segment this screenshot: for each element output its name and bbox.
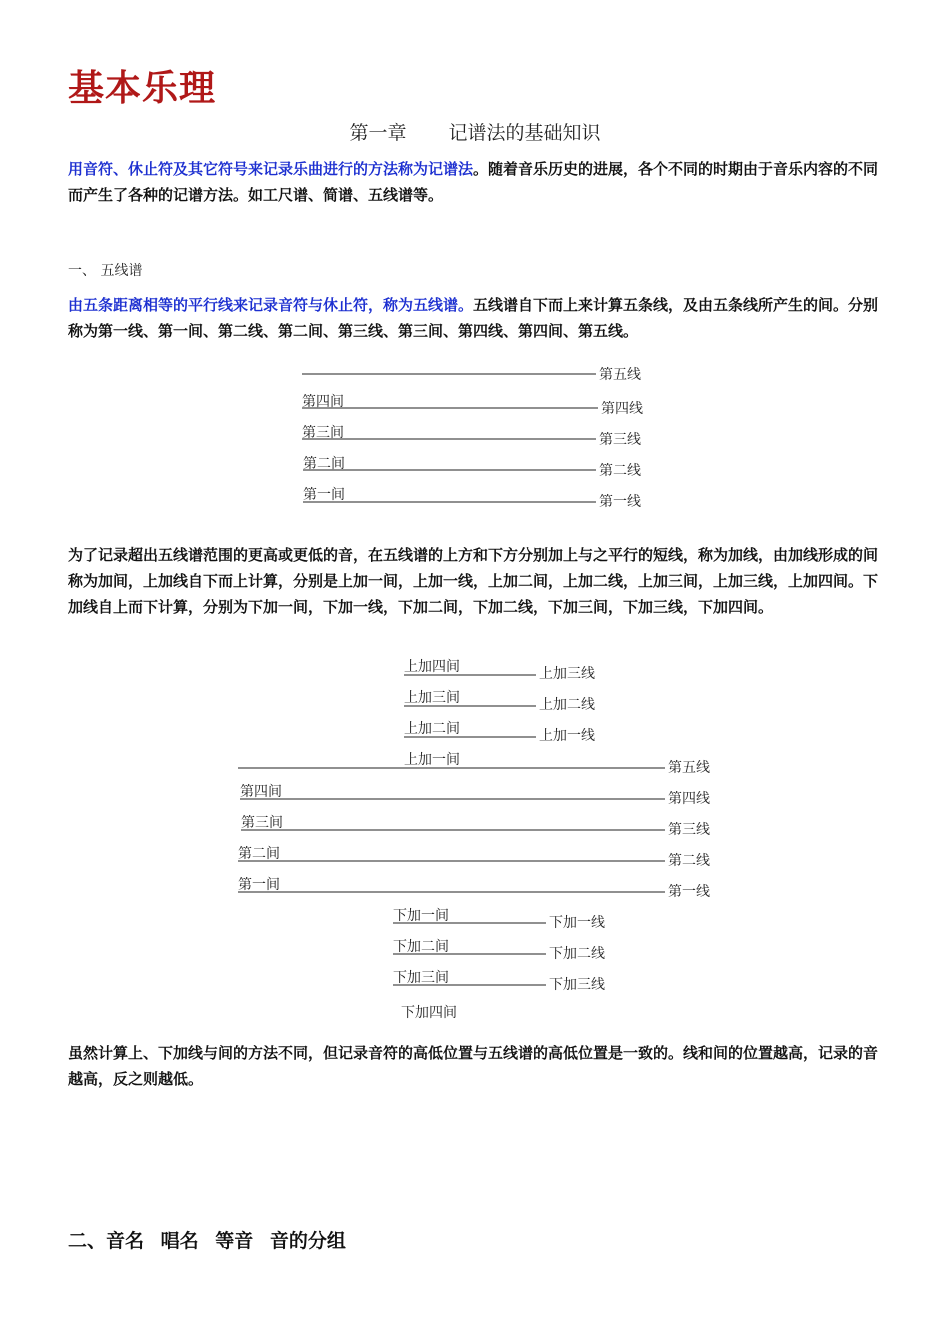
staff-line-label: 第二线 bbox=[599, 463, 641, 479]
ledger-space-label: 下加二间 bbox=[393, 939, 449, 955]
staff-line-label: 第五线 bbox=[599, 367, 641, 383]
ledger-line-label: 下加三线 bbox=[549, 977, 605, 993]
staff-line-label: 第三线 bbox=[599, 432, 641, 448]
heading-item: 音的分组 bbox=[269, 1230, 346, 1252]
staff-space-label: 第一间 bbox=[238, 877, 280, 893]
staff-space-label: 第二间 bbox=[238, 846, 280, 862]
staff-space-label: 第三间 bbox=[241, 815, 283, 831]
ledger-line-label: 上加一线 bbox=[539, 728, 595, 744]
staff-line-label: 第四线 bbox=[601, 401, 643, 417]
conclusion-paragraph: 虽然计算上、下加线与间的方法不同，但记录音符的高低位置与五线谱的高低位置是一致的。线和间的位置越高，记录的音越高，反之则越低。 bbox=[68, 1044, 879, 1088]
staff-description: 五线谱自下而上来计算五条线，及由五条线所产生的间。分别称为第一线、第一间、第二线、第二间、第三线、第三间、第四线、第四间、第五线。 bbox=[68, 296, 879, 340]
staff-line-label: 第一线 bbox=[668, 884, 710, 900]
section-heading-staff: 一、 五线谱 bbox=[68, 263, 143, 279]
staff-space-label: 第四间 bbox=[240, 784, 282, 800]
ledger-space-label: 上加二间 bbox=[404, 721, 460, 737]
staff-space-label: 第三间 bbox=[302, 425, 344, 441]
heading-item: 等音 bbox=[215, 1230, 254, 1252]
section-heading-note-names bbox=[68, 1226, 356, 1253]
chapter-name: 记谱法的基础知识 bbox=[448, 122, 601, 144]
ledger-line-label: 下加二线 bbox=[549, 946, 605, 962]
staff-line-label: 第三线 bbox=[668, 822, 710, 838]
staff-definition: 由五条距离相等的平行线来记录音符与休止符，称为五线谱。 bbox=[68, 296, 474, 314]
intro-text: 。随着音乐历史的进展，各个不同的时期由于音乐内容的不同而产生了各种的记谱方法。如工尺谱、简谱、五线谱等。 bbox=[68, 160, 879, 204]
staff-line-label: 第四线 bbox=[668, 791, 710, 807]
staff-line-label: 第二线 bbox=[668, 853, 710, 869]
heading-item: 二、音名 bbox=[68, 1230, 145, 1252]
chapter-number: 第一章 bbox=[349, 122, 407, 144]
ledger-space-label: 下加一间 bbox=[393, 908, 449, 924]
intro-definition: 用音符、休止符及其它符号来记录乐曲进行的方法称为记谱法 bbox=[68, 160, 474, 178]
staff-line-label: 第一线 bbox=[599, 494, 641, 510]
ledger-space-label: 上加三间 bbox=[404, 690, 460, 706]
ledger-space-label: 下加四间 bbox=[401, 1005, 457, 1021]
staff-line-label: 第五线 bbox=[668, 760, 710, 776]
ledger-paragraph: 为了记录超出五线谱范围的更高或更低的音，在五线谱的上方和下方分别加上与之平行的短线，称为加线，由加线形成的间称为加间，上加线自下而上计算，分别是上加一间，上加一线，上加二间，上加二线，上加三间，上加三线，上加四间。下加线自上而下计算，分别为下加一间，下加一线，下加二间，下加二线，下加三间，下加三线，下加四间。 bbox=[68, 546, 879, 616]
ledger-line-label: 上加三线 bbox=[539, 666, 595, 682]
staff-space-label: 第二间 bbox=[303, 456, 345, 472]
heading-item: 唱名 bbox=[160, 1230, 199, 1252]
ledger-space-label: 上加四间 bbox=[404, 659, 460, 675]
ledger-space-label: 下加三间 bbox=[393, 970, 449, 986]
staff-space-label: 第四间 bbox=[302, 394, 344, 410]
document-title: 基本乐理 bbox=[68, 68, 217, 109]
staff-space-label: 第一间 bbox=[303, 487, 345, 503]
ledger-space-label: 上加一间 bbox=[404, 752, 460, 768]
ledger-line-label: 下加一线 bbox=[549, 915, 605, 931]
ledger-line-label: 上加二线 bbox=[539, 697, 595, 713]
